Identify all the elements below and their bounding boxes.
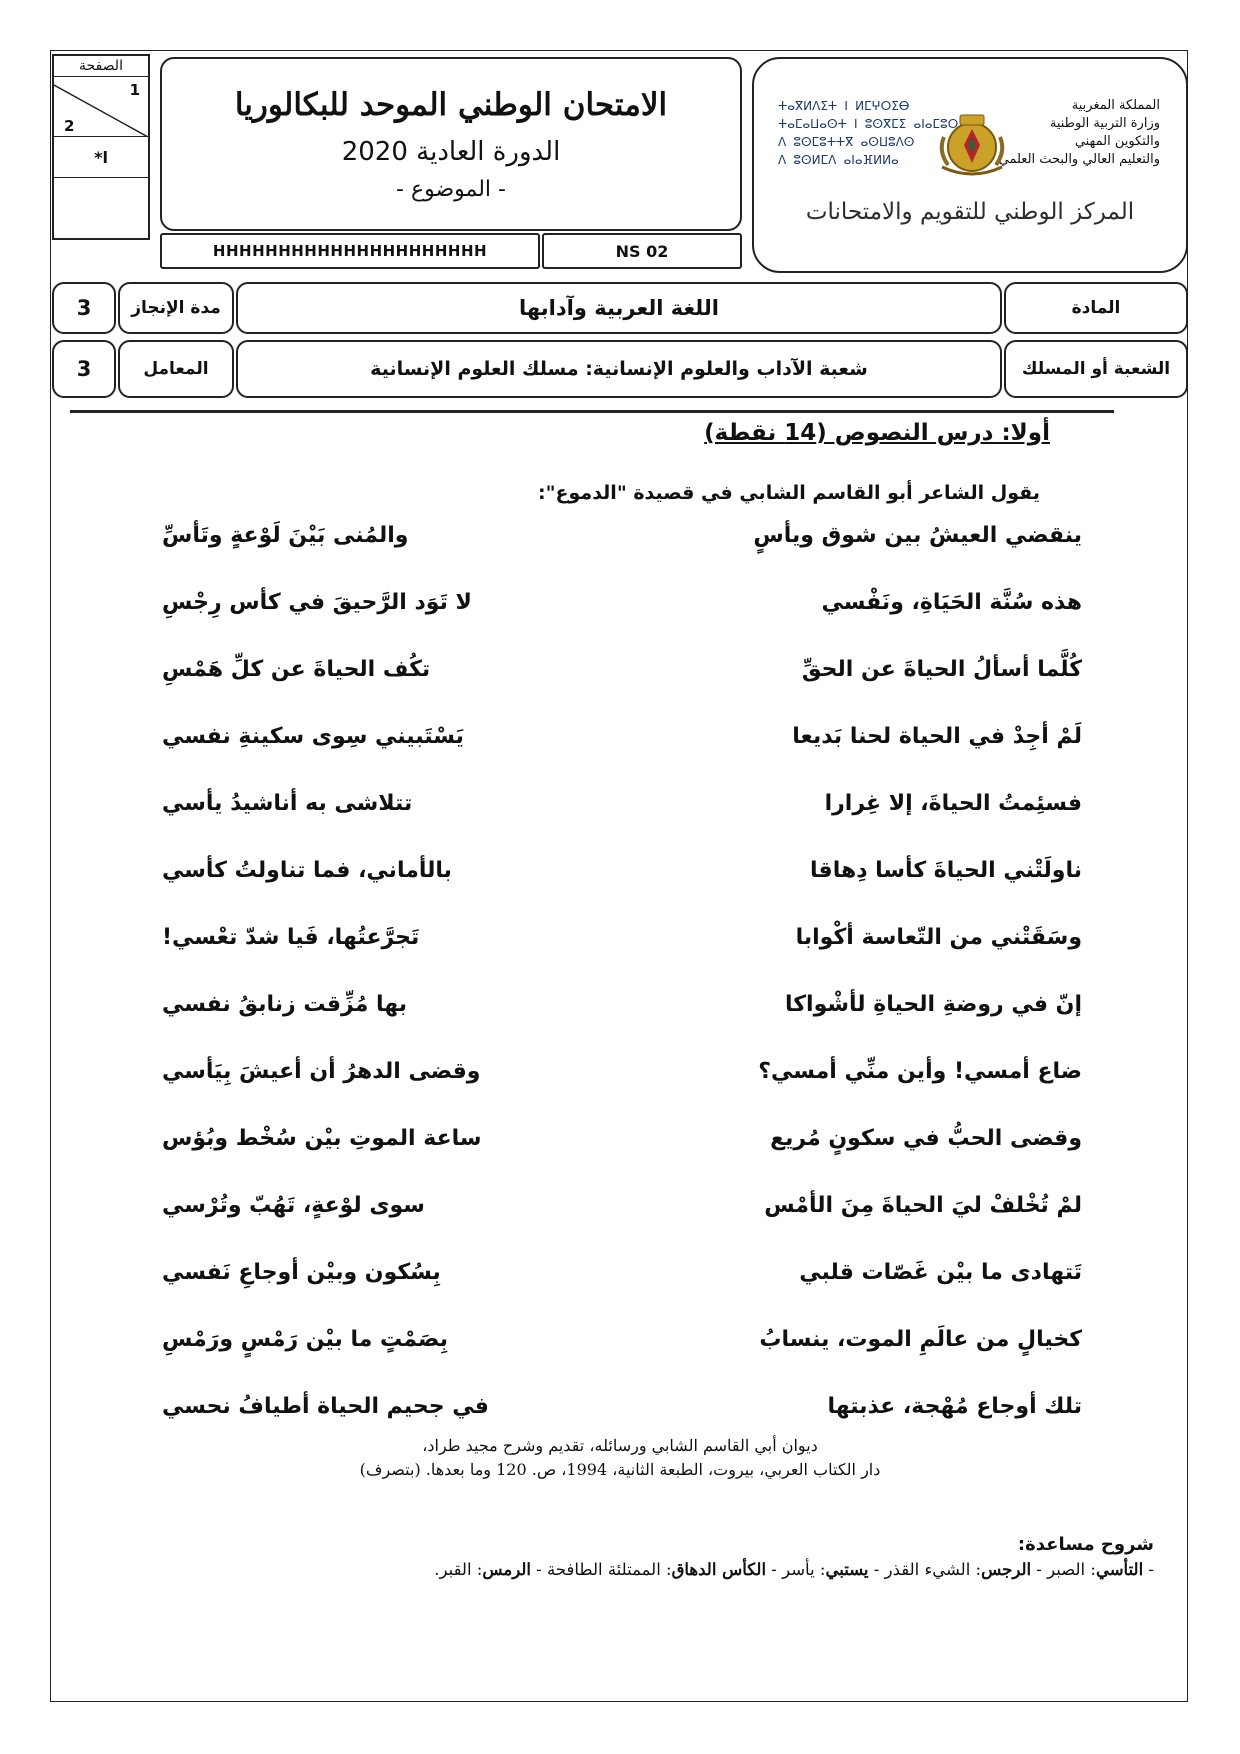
gloss-definition: القبر (439, 1560, 472, 1579)
verse-first-hemistich: وسَقَتْني من التّعاسة أكْوابا (795, 924, 1082, 950)
verse-first-hemistich: ينقضي العيشُ بين شوق ويأسٍ (753, 522, 1082, 548)
page-code: *ا (54, 136, 148, 178)
verse-second-hemistich: وقضى الدهرُ أن أعيشَ بِيَأسي (162, 1058, 481, 1084)
verse-first-hemistich: إنّ في روضةِ الحياةِ لأشْواكا (785, 991, 1082, 1017)
verse-first-hemistich: تَتهادى ما بيْن غَصّات قلبي (799, 1259, 1082, 1285)
candidate-code: HHHHHHHHHHHHHHHHHHHHH (160, 233, 540, 269)
poem-verse (162, 1118, 1082, 1158)
poem-verse (162, 716, 1082, 756)
verse-first-hemistich: كُلَّما أسألُ الحياةَ عن الحقِّ (801, 656, 1082, 682)
verse-first-hemistich: لمْ تُخْلفْ ليَ الحياةَ مِنَ الأمْس (764, 1192, 1082, 1218)
page-total: 2 (64, 117, 75, 135)
verse-second-hemistich: بالأماني، فما تناولتُ كأسي (162, 857, 452, 883)
page-label: الصفحة (79, 58, 123, 74)
exam-title: الامتحان الوطني الموحد للبكالوريا (234, 87, 668, 123)
verse-first-hemistich: تلك أوجاع مُهْجة، عذبتها (827, 1393, 1082, 1419)
subject-value: اللغة العربية وآدابها (236, 282, 1002, 334)
verse-second-hemistich: بِسُكون وبيْن أوجاعِ نَفسي (162, 1259, 441, 1285)
verse-first-hemistich: كخيالٍ من عالَمِ الموت، ينسابُ (759, 1326, 1082, 1352)
verse-second-hemistich: لا تَوَد الرَّحيقَ في كأس رِجْسِ (162, 589, 472, 615)
stream-value: شعبة الآداب والعلوم الإنسانية: مسلك العلوم الإنسانية (236, 340, 1002, 398)
ministry-name-tifinagh: ⵜⴰⴳⵍⴷⵉⵜ ⵏ ⵍⵎⵖⵔⵉⴱ ⵜⴰⵎⴰⵡⴰⵙⵜ ⵏ ⵓⵙⴳⵎⵉ ⴰⵏⴰⵎⵓⵔ ⴷ ⵓⵙⵎⵓⵜⵜⴳ ⴰⵙⵡⵓⴷⵙ ⴷ ⵓⵙⵍⵎⴷ ⴰⵏⴰⴼⵍⵍⴰ (778, 99, 959, 167)
ministry-logo-box (752, 57, 1188, 273)
verse-first-hemistich: لَمْ أجِدْ في الحياة لحنا بَديعا (792, 723, 1082, 749)
stream-label: الشعبة أو المسلك (1004, 340, 1188, 398)
poem-verse (162, 783, 1082, 823)
poem-verse (162, 984, 1082, 1024)
gloss-term: الرجس (981, 1560, 1032, 1579)
verse-second-hemistich: سوى لوْعةٍ، تَهُبّ وتُرْسي (162, 1192, 425, 1218)
section-title: أولا: درس النصوص (14 نقطة) (704, 420, 1050, 446)
verse-second-hemistich: في جحيم الحياة أطيافُ نحسي (162, 1393, 489, 1419)
header-separator (70, 410, 1114, 413)
subject-label: المادة (1004, 282, 1188, 334)
exam-ref-code: NS 02 (542, 233, 742, 269)
poem-verse (162, 917, 1082, 957)
gloss-definition: الشيء القذر (884, 1560, 971, 1579)
verse-second-hemistich: ساعة الموتِ بيْن سُخْط وبُؤس (162, 1125, 482, 1151)
poem-verse (162, 1319, 1082, 1359)
poem-verse (162, 649, 1082, 689)
gloss-definition: الممتلئة الطافحة (547, 1560, 661, 1579)
gloss-term: الكأس الدهاق (671, 1560, 767, 1579)
verse-second-hemistich: بها مُزِّقت زنابقُ نفسي (162, 991, 408, 1017)
glossary: - التأسي: الصبر - الرجس: الشيء القذر - يستبي: يأسر - الكأس الدهاق: الممتلئة الطافحة - الرمس: القبر. (434, 1560, 1154, 1579)
gloss-definition: يأسر (782, 1560, 815, 1579)
poem-verse (162, 1051, 1082, 1091)
duration-label: مدة الإنجاز (118, 282, 234, 334)
verse-first-hemistich: وقضى الحبُّ في سكونٍ مُريع (770, 1125, 1082, 1151)
evaluation-center-name: المركز الوطني للتقويم والامتحانات (805, 199, 1135, 225)
poem-verse (162, 850, 1082, 890)
poem-verse (162, 515, 1082, 555)
page-current: 1 (129, 81, 140, 99)
poem-verse (162, 1386, 1082, 1426)
page-number-box (52, 54, 150, 240)
verse-second-hemistich: والمُنى بَيْنَ لَوْعةٍ وتَأسِّ (162, 522, 409, 548)
glossary-title: شروح مساعدة: (1017, 1534, 1154, 1555)
source-line-1: ديوان أبي القاسم الشابي ورسائله، تقديم وشرح مجيد طراد، (422, 1436, 818, 1455)
exam-title-box (160, 57, 742, 231)
duration-value: 3 (52, 282, 116, 334)
gloss-term: يستبي (825, 1560, 869, 1579)
gloss-definition: الصبر (1047, 1560, 1086, 1579)
verse-first-hemistich: ضاع أمسي! وأين منِّي أمسي؟ (758, 1058, 1082, 1084)
verse-second-hemistich: بِصَمْتٍ ما بيْن رَمْسٍ ورَمْسِ (162, 1326, 448, 1352)
verse-second-hemistich: تَجرَّعتُها، فَيا شدّ تعْسي! (162, 924, 420, 950)
coefficient-label: المعامل (118, 340, 234, 398)
coefficient-value: 3 (52, 340, 116, 398)
page-number-cell (54, 76, 148, 137)
verse-second-hemistich: تتلاشى به أناشيدُ يأسي (162, 790, 413, 816)
poem-verse (162, 1252, 1082, 1292)
poem-verse (162, 1185, 1082, 1225)
source-line-2: دار الكتاب العربي، بيروت، الطبعة الثانية، 1994، ص. 120 وما بعدها. (بتصرف) (359, 1460, 881, 1479)
gloss-term: الرمس (482, 1560, 531, 1579)
exam-session: الدورة العادية 2020 (341, 137, 561, 167)
verse-first-hemistich: هذه سُنَّة الحَيَاةِ، ونَفْسي (821, 589, 1082, 615)
gloss-term: التأسي (1095, 1560, 1144, 1579)
ministry-name-arabic: المملكة المغربية وزارة التربية الوطنية والتكوين المهني والتعليم العالي والبحث العلمي (998, 98, 1160, 167)
exam-subject-label: - الموضوع - (396, 177, 506, 202)
verse-first-hemistich: ناولَتْني الحياةَ كأسا دِهاقا (810, 857, 1082, 883)
verse-second-hemistich: تكُف الحياةَ عن كلِّ هَمْسِ (162, 656, 431, 682)
verse-first-hemistich: فسئِمتُ الحياةَ، إلا غِرارا (824, 790, 1082, 816)
verse-second-hemistich: يَسْتَبيني سِوى سكينةِ نفسي (162, 723, 464, 749)
poem-intro: يقول الشاعر أبو القاسم الشابي في قصيدة "الدموع": (538, 482, 1040, 504)
poem-verse (162, 582, 1082, 622)
